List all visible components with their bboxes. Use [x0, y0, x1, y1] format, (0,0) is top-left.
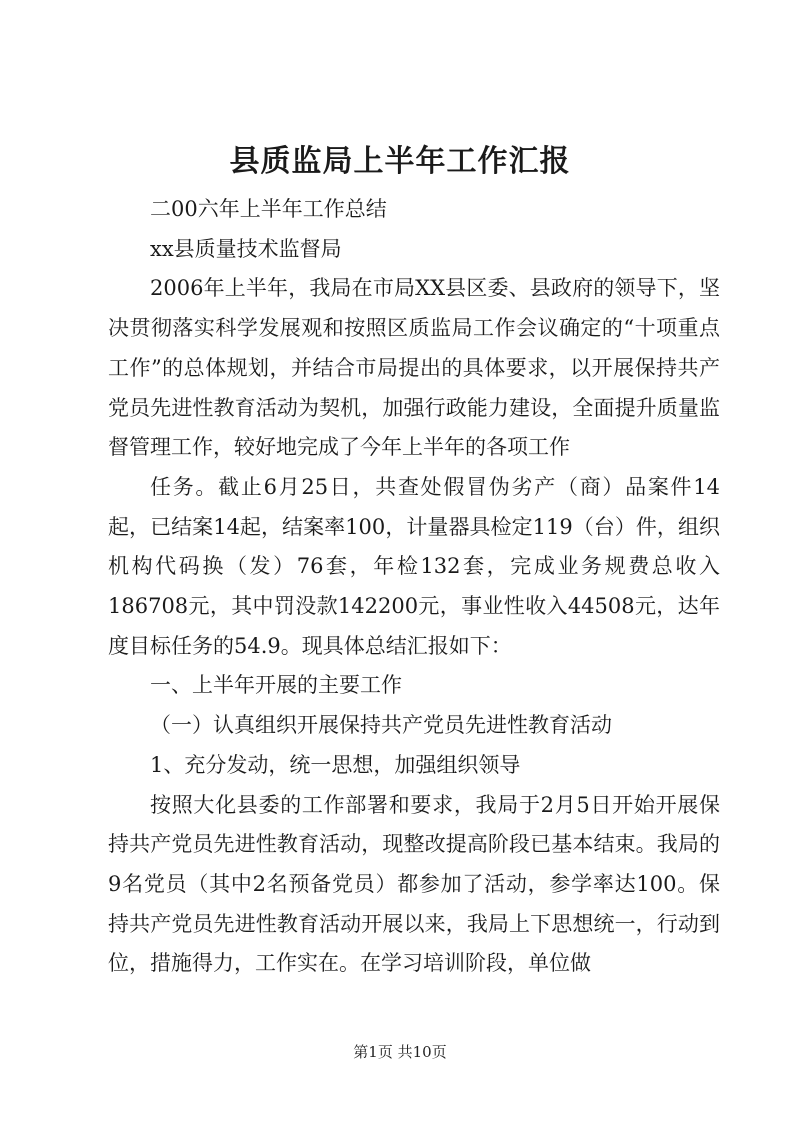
document-body	[108, 190, 720, 984]
paragraph-subtitle: 二00六年上半年工作总结	[150, 197, 387, 221]
subsection-heading: （一）认真组织开展保持共产党员先进性教育活动	[150, 713, 612, 738]
section-heading: 一、上半年开展的主要工作	[150, 673, 402, 698]
paragraph-organization: xx县质量技术监督局	[150, 236, 342, 261]
item-heading: 1、充分发动，统一思想，加强组织领导	[150, 752, 521, 777]
page-title: 县质监局上半年工作汇报	[229, 144, 571, 179]
paragraph-intro: 2006年上半年，我局在市局XX县区委、县政府的领导下，坚决贯彻落实科学发展观和按照区质监局工作会议确定的“十项重点工作”的总体规划，并结合市局提出的具体要求，以开展保持共产党员先进性教育活动为契机，加强行政能力建设，全面提升质量监督管理工作，较好地完成了今年上半年的各项工作	[108, 276, 720, 460]
paragraph-statistics: 任务。截止6月25日，共查处假冒伪劣产（商）品案件14起，已结案14起，结案率100，计量器具检定119（台）件，组织机构代码换（发）76套，年检132套，完成业务规费总收入186708元，其中罚没款142200元，事业性收入44508元，达年度目标任务的54.9。现具体总结汇报如下：	[108, 474, 720, 658]
paragraph-activity: 按照大化县委的工作部署和要求，我局于2月5日开始开展保持共产党员先进性教育活动，现整改提高阶段已基本结束。我局的9名党员（其中2名预备党员）都参加了活动，参学率达100。保持共产党员先进性教育活动开展以来，我局上下思想统一，行动到位，措施得力，工作实在。在学习培训阶段，单位做	[108, 792, 720, 976]
page-number: 第1页 共10页	[353, 1043, 447, 1061]
